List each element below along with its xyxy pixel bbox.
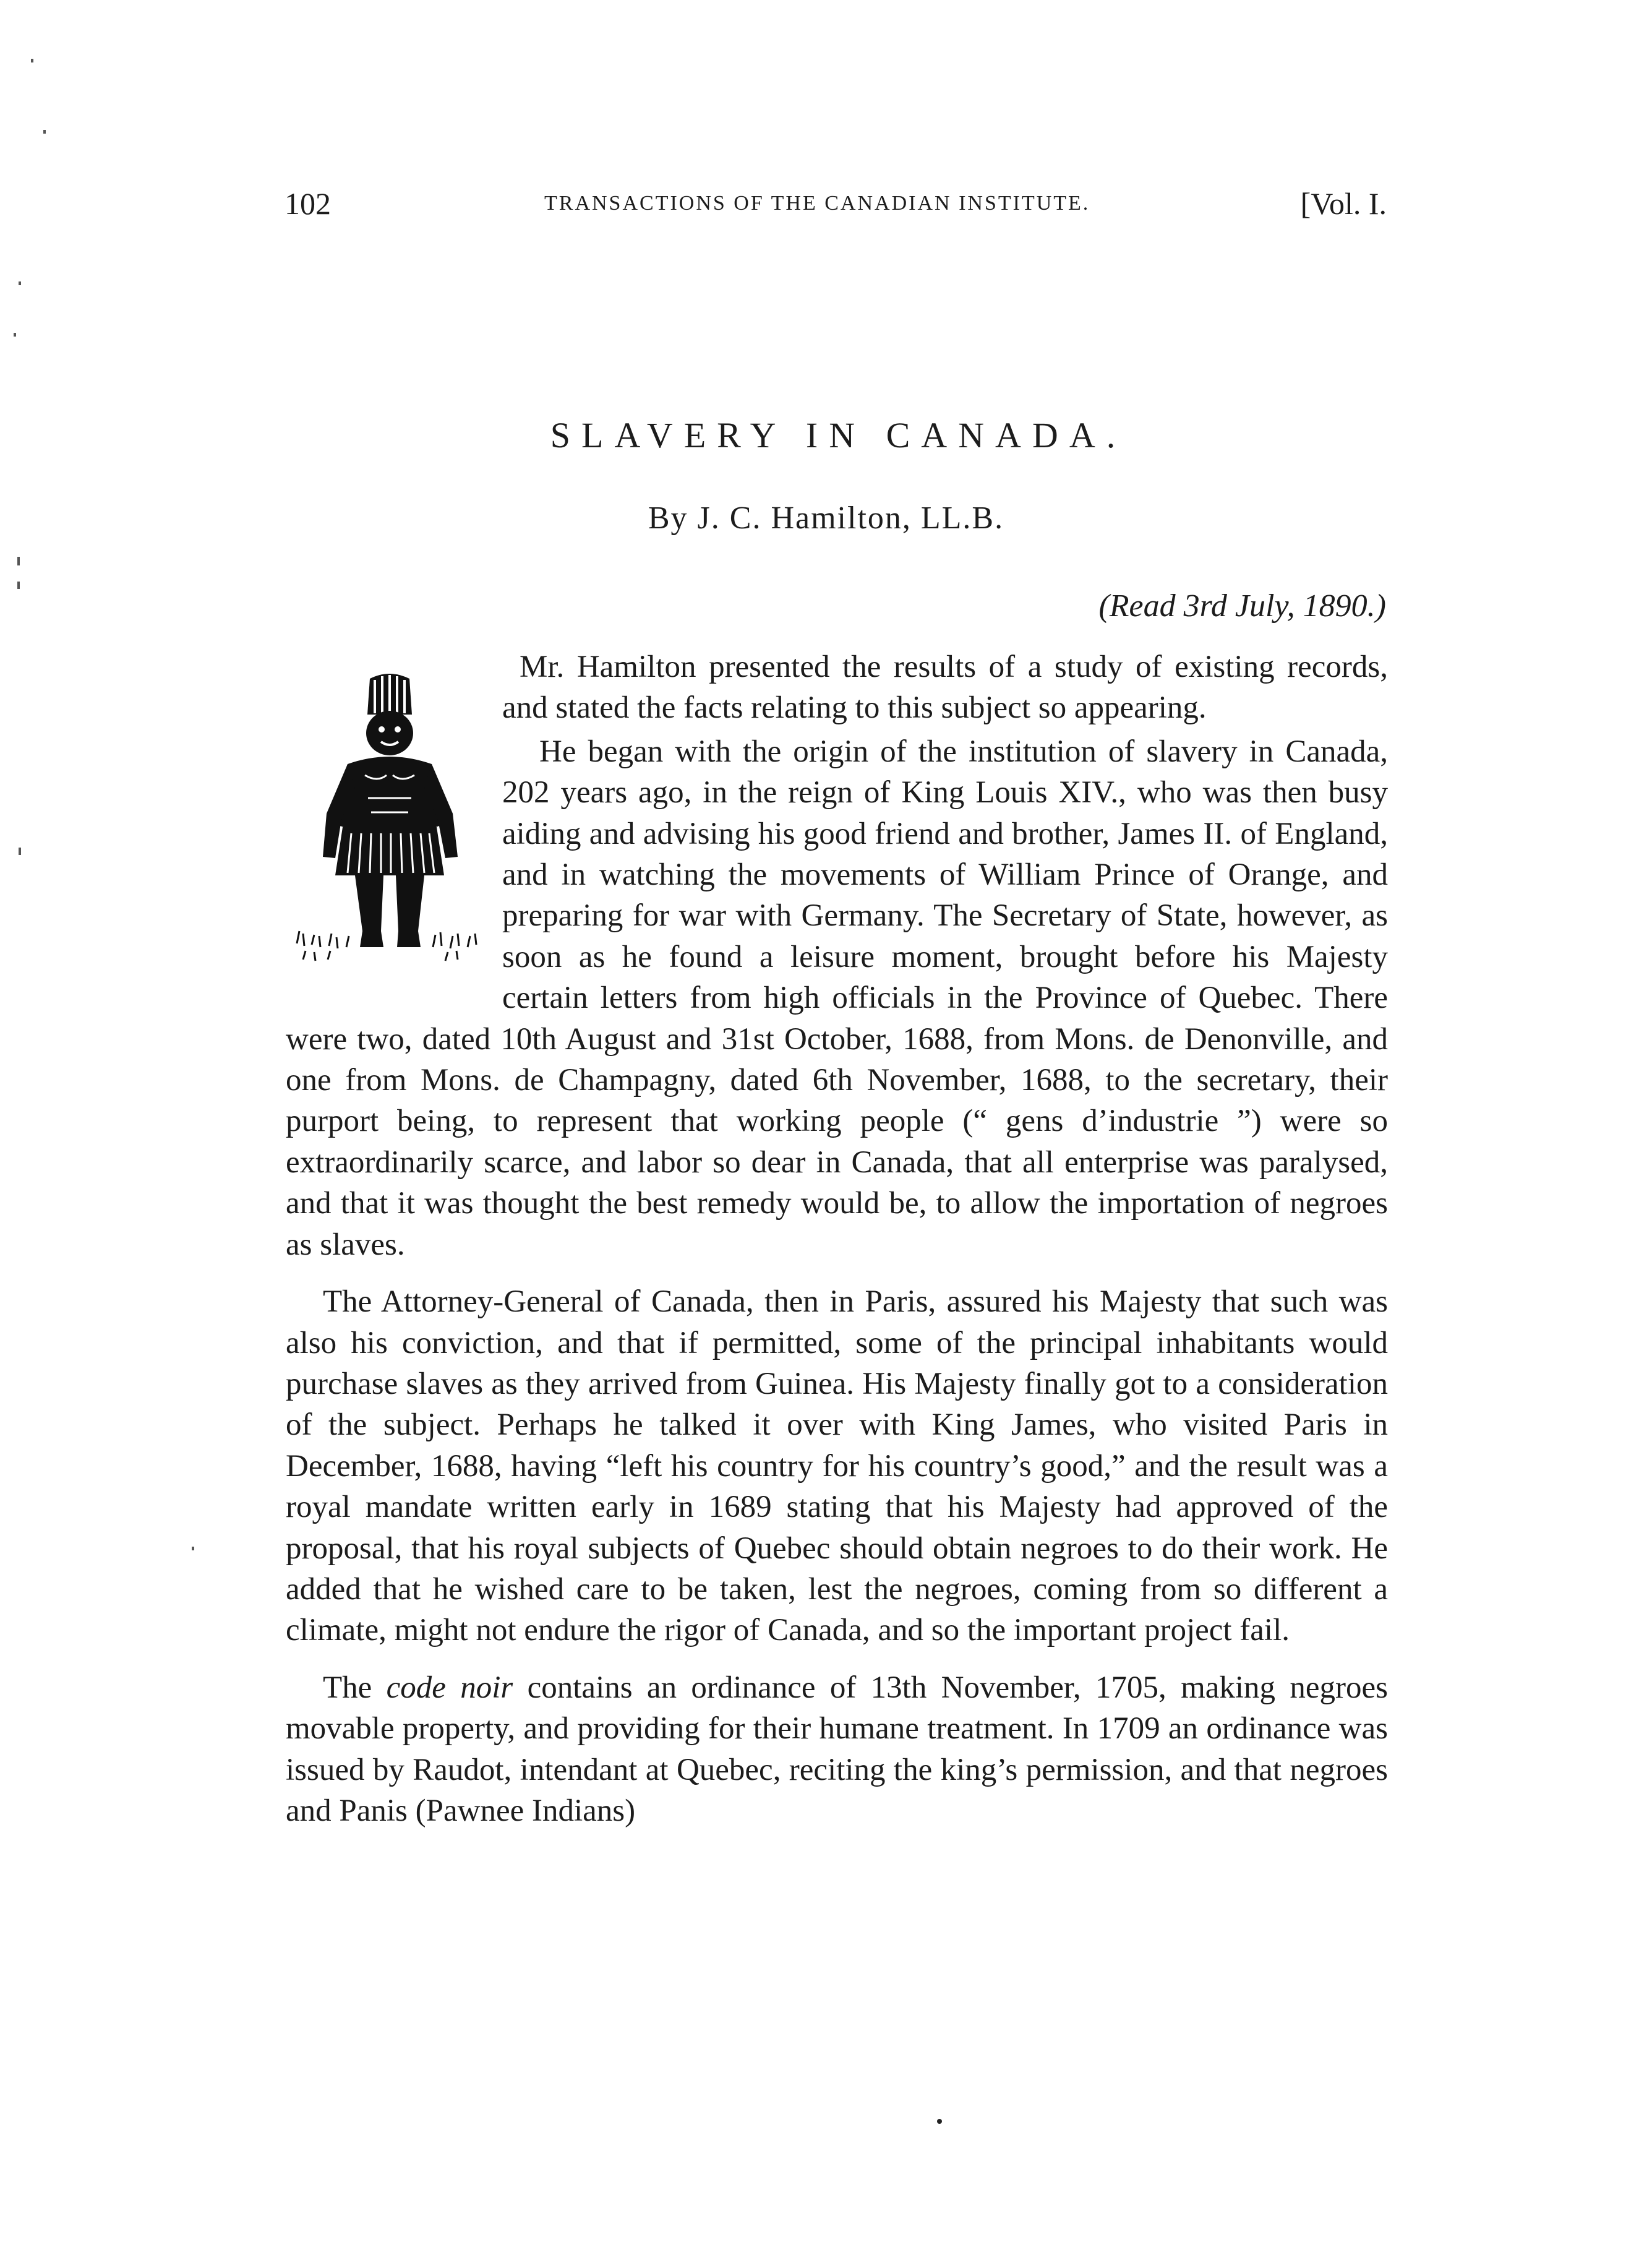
paragraph-4-prefix: The — [323, 1670, 387, 1705]
article-body — [286, 646, 1388, 1831]
paragraph-1: Mr. Hamilton presented the results of a study of existing records, and stated the facts relating to this subject so appearing. — [502, 650, 1388, 726]
paragraph-4-text: contains an ordinance of 13th November, 1705, making negroes movable property, and providing for their humane treatment. In 1709 an ordinance was issued by Raudot, intendant at Quebec, reciting the king’s permission, and that negroes and Panis (Pawnee Indians) — [286, 1670, 1388, 1828]
code-noir-term: code noir — [386, 1670, 513, 1705]
figure-text-wrap — [286, 646, 502, 987]
journal-title: TRANSACTIONS OF THE CANADIAN INSTITUTE. — [544, 192, 1090, 215]
running-head — [285, 186, 1387, 235]
speck — [17, 557, 20, 565]
speck — [31, 59, 33, 62]
speck — [19, 848, 21, 855]
speck — [43, 130, 46, 134]
paragraph-3: The Attorney-General of Canada, then in Paris, assured his Majesty that such was also his conviction, and that if permitted, some of the principal inhabitants would purchase slaves as they arrived from Guinea. His Majesty finally got to a consideration of the subject. Perhaps he talked it over with King James, who visited Paris in December, 1688, having “left his country for his country’s good,” and the result was a royal mandate written early in 1689 stating that his Majesty had approved of the proposal, that his royal subjects of Quebec should obtain negroes to do their work. He added that he wished care to be taken, lest the negroes, coming from so different a climate, might not endure the rigor of Canada, and so the important project fail. — [286, 1284, 1388, 1648]
print-mark — [937, 2119, 942, 2124]
speck — [19, 281, 21, 285]
read-date: (Read 3rd July, 1890.) — [1098, 588, 1386, 624]
speck — [192, 1547, 194, 1550]
paragraph-4 — [286, 1667, 1388, 1832]
volume-label: [Vol. I. — [1300, 186, 1387, 221]
speck — [17, 582, 20, 589]
paragraph-2: He began with the origin of the institution of slavery in Canada, 202 years ago, in the reign of King Louis XIV., who was then busy aiding and advising his good friend and brother, James II. of England, and in watching the movements of William Prince of Orange, and preparing for war with Germany. The Secretary of State, however, as soon as he found a leisure moment, brought before his Majesty certain letters from high officials in the Province of Quebec. There were two, dated 10th August and 31st October, 1688, from Mons. de Denonville, and one from Mons. de Champagny, dated 6th November, 1688, to the secretary, their purport being, to represent that working people (“ gens d’industrie ”) were so extraordinarily scarce, and labor so dear in Canada, that all enterprise was paralysed, and that it was thought the best remedy would be, to allow the importation of negroes as slaves. — [286, 734, 1388, 1262]
page-number: 102 — [285, 186, 331, 221]
article-byline: By J. C. Hamilton, LL.B. — [648, 500, 1004, 536]
article-title: SLAVERY IN CANADA. — [550, 415, 1127, 455]
speck — [14, 333, 16, 337]
